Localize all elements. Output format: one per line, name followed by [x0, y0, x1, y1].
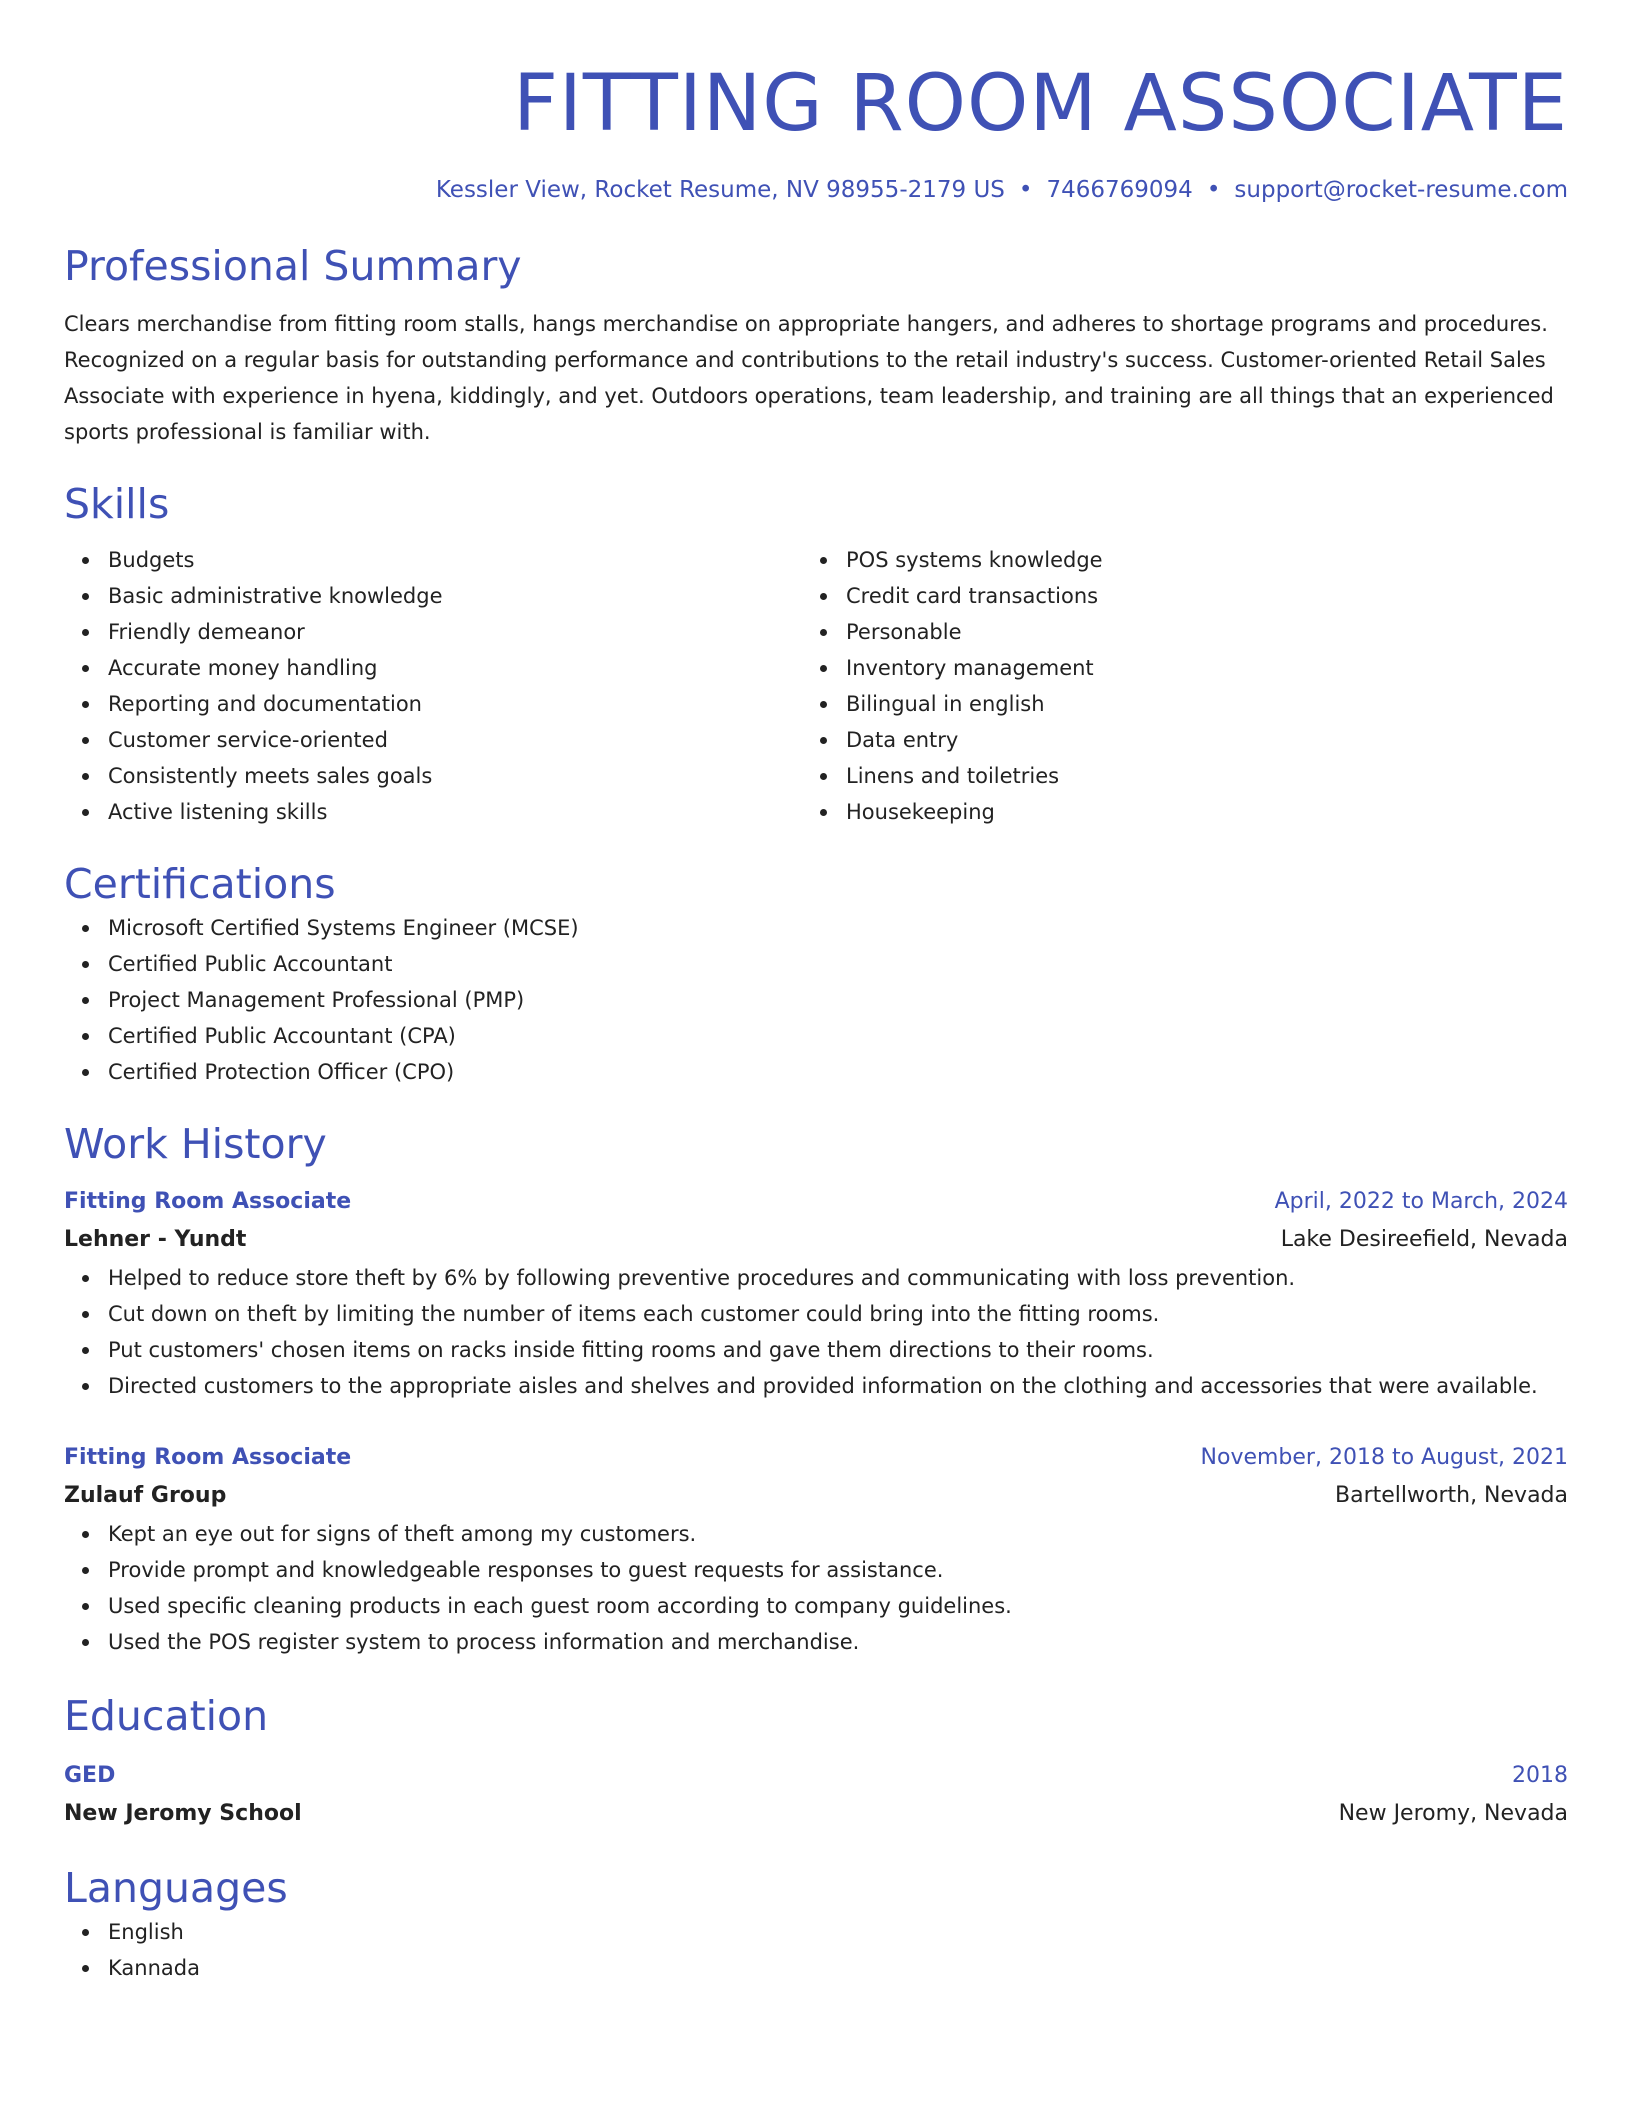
certifications-heading: Certifications — [64, 860, 336, 908]
contact-address: Kessler View, Rocket Resume, NV 98955-2179 US — [435, 177, 1005, 203]
job-duty: Put customers' chosen items on racks inside fitting rooms and gave them directions to their rooms. — [108, 1332, 1568, 1368]
language-item: Kannada — [108, 1950, 1568, 1986]
skill-item: POS systems knowledge — [846, 542, 1540, 578]
skills-list-right — [802, 542, 1540, 830]
job-duty: Helped to reduce store theft by 6% by following preventive procedures and communicating with loss prevention. — [108, 1260, 1568, 1296]
education-location: New Jeromy, Nevada — [1338, 1801, 1568, 1826]
job-duty: Cut down on theft by limiting the number of items each customer could bring into the fitting rooms. — [108, 1296, 1568, 1332]
contact-separator: • — [1206, 177, 1221, 203]
skills-grid — [64, 542, 1568, 830]
summary-heading: Professional Summary — [64, 242, 522, 290]
skills-column-right — [802, 542, 1540, 830]
certification-item: Certified Public Accountant (CPA) — [108, 1018, 1568, 1054]
skill-item: Housekeeping — [846, 794, 1540, 830]
education-school: New Jeromy School — [64, 1801, 302, 1826]
education-degree: GED — [64, 1763, 116, 1788]
skills-column-left — [64, 542, 802, 830]
candidate-name: FITTING ROOM ASSOCIATE — [513, 59, 1568, 149]
contact-phone: 7466769094 — [1046, 177, 1193, 203]
skill-item: Budgets — [108, 542, 802, 578]
summary-section — [64, 240, 1568, 450]
languages-list — [64, 1914, 1568, 1986]
languages-section — [64, 1862, 1568, 1986]
job-company-row — [64, 1220, 1568, 1260]
skills-section — [64, 478, 1568, 830]
job-title-row — [64, 1184, 1568, 1220]
skill-item: Consistently meets sales goals — [108, 758, 802, 794]
contact-email: support@rocket-resume.com — [1234, 177, 1568, 203]
skill-item: Bilingual in english — [846, 686, 1540, 722]
language-item: English — [108, 1914, 1568, 1950]
education-section — [64, 1690, 1568, 1834]
skill-item: Linens and toiletries — [846, 758, 1540, 794]
job-duties-list — [64, 1516, 1568, 1660]
job-dates: November, 2018 to August, 2021 — [1200, 1445, 1568, 1470]
skill-item: Active listening skills — [108, 794, 802, 830]
job-title: Fitting Room Associate — [64, 1445, 352, 1470]
job-dates: April, 2022 to March, 2024 — [1274, 1189, 1568, 1214]
languages-heading: Languages — [64, 1864, 288, 1912]
job-duty: Kept an eye out for signs of theft among my customers. — [108, 1516, 1568, 1552]
contact-separator: • — [1018, 177, 1033, 203]
education-year: 2018 — [1512, 1763, 1568, 1788]
job-company: Zulauf Group — [64, 1483, 227, 1508]
education-school-row — [64, 1794, 1568, 1834]
contact-line — [64, 174, 1568, 206]
work-history-heading: Work History — [64, 1120, 327, 1168]
certification-item: Certified Protection Officer (CPO) — [108, 1054, 1568, 1090]
job-duty: Provide prompt and knowledgeable responses to guest requests for assistance. — [108, 1552, 1568, 1588]
certification-item: Certified Public Accountant — [108, 946, 1568, 982]
job-duty: Used the POS register system to process information and merchandise. — [108, 1624, 1568, 1660]
job-duty: Used specific cleaning products in each guest room according to company guidelines. — [108, 1588, 1568, 1624]
job-entry — [64, 1440, 1568, 1660]
skill-item: Inventory management — [846, 650, 1540, 686]
education-heading: Education — [64, 1692, 269, 1740]
job-location: Bartellworth, Nevada — [1335, 1483, 1568, 1508]
skill-item: Friendly demeanor — [108, 614, 802, 650]
job-entry — [64, 1184, 1568, 1404]
skill-item: Personable — [846, 614, 1540, 650]
skill-item: Data entry — [846, 722, 1540, 758]
resume-header — [64, 56, 1568, 206]
skill-item: Basic administrative knowledge — [108, 578, 802, 614]
skill-item: Credit card transactions — [846, 578, 1540, 614]
certification-item: Project Management Professional (PMP) — [108, 982, 1568, 1018]
skills-list-left — [64, 542, 802, 830]
work-history-section — [64, 1118, 1568, 1660]
skill-item: Accurate money handling — [108, 650, 802, 686]
job-company-row — [64, 1476, 1568, 1516]
job-location: Lake Desireefield, Nevada — [1280, 1227, 1568, 1252]
education-degree-row — [64, 1758, 1568, 1794]
job-title: Fitting Room Associate — [64, 1189, 352, 1214]
certifications-section — [64, 858, 1568, 1090]
job-duties-list — [64, 1260, 1568, 1404]
education-entry — [64, 1758, 1568, 1834]
job-company: Lehner - Yundt — [64, 1227, 247, 1252]
skill-item: Reporting and documentation — [108, 686, 802, 722]
skill-item: Customer service-oriented — [108, 722, 802, 758]
job-title-row — [64, 1440, 1568, 1476]
certifications-list — [64, 910, 1568, 1090]
certification-item: Microsoft Certified Systems Engineer (MCSE) — [108, 910, 1568, 946]
skills-heading: Skills — [64, 480, 170, 528]
job-duty: Directed customers to the appropriate aisles and shelves and provided information on the clothing and accessories that were available. — [108, 1368, 1568, 1404]
summary-text: Clears merchandise from fitting room stalls, hangs merchandise on appropriate hangers, and adheres to shortage programs and procedures. Recognized on a regular basis for outstanding performance and contributions to the retail industry's success. Customer-oriented Retail Sales Associate with experience in hyena, kiddingly, and yet. Outdoors operations, team leadership, and training are all things that an experienced sports professional is familiar with. — [64, 312, 1554, 444]
